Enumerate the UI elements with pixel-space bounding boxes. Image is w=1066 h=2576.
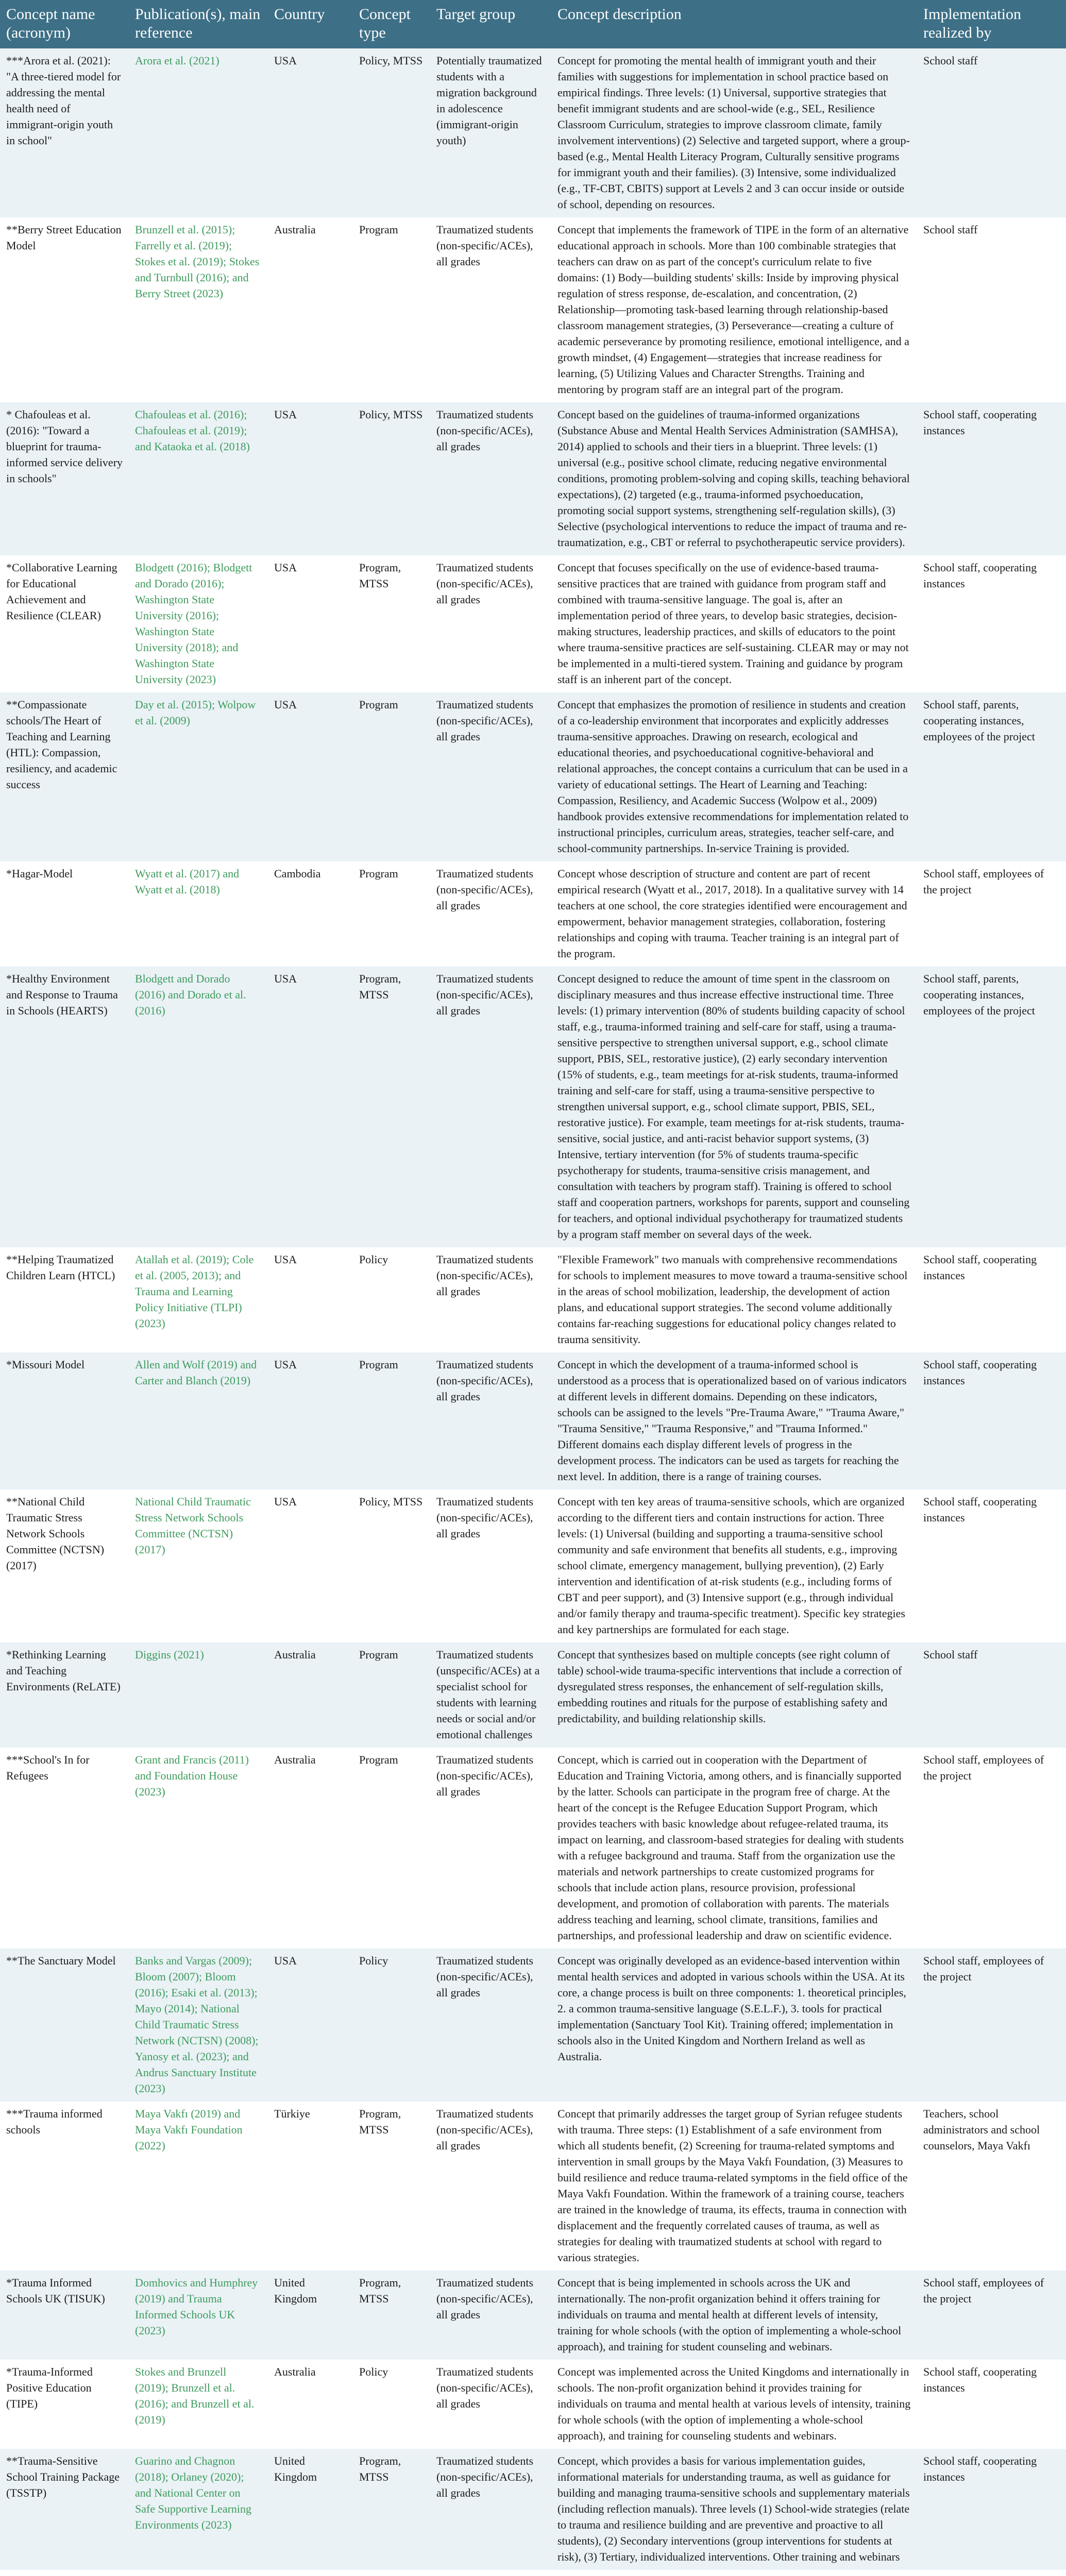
header-country: Country (268, 0, 353, 48)
implementation-cell: School staff, cooperating instances (917, 2360, 1066, 2449)
concept-name-cell: **Helping Traumatized Children Learn (HTCL) (0, 1247, 129, 1352)
implementation-cell: Teachers, school administrators and school counselors, Maya Vakfı (917, 2102, 1066, 2270)
concept-description-cell: Concept that emphasizes the promotion of resilience in students and creation of a co-leadership environment that incorporates and explicitly addresses trauma-sensitive approaches. Drawing on research, ecological and educational theories, and psychoeducational cognitive-behavioral and relational approaches, the concept contains a curriculum that can be used in a variety of educational settings. The Heart of Learning and Teaching: Compassion, Resiliency, and Academic Success (Wolpow et al., 2009) handbook provides extensive recommendations for implementation related to instructional principles, curriculum areas, strategies, teacher self-care, and school-community partnerships. In-service Training is provided. (551, 692, 917, 861)
concept-type-cell: Program (353, 217, 430, 402)
table-row (0, 1352, 1066, 1489)
country-cell: USA (268, 1352, 353, 1489)
country-cell: USA (268, 967, 353, 1247)
reference-cell: Wyatt et al. (2017) and Wyatt et al. (2018) (129, 861, 268, 967)
country-cell: Australia (268, 1748, 353, 1948)
concept-type-cell: Program, MTSS (353, 2102, 430, 2270)
concept-name-cell: *Trauma-Informed Positive Education (TIPE) (0, 2360, 129, 2449)
implementation-cell: School staff, employees of the project (917, 1748, 1066, 1948)
concept-name-cell: * Chafouleas et al. (2016): "Toward a blueprint for trauma-informed service delivery in schools" (0, 402, 129, 555)
reference-cell: Atallah et al. (2019); Cole et al. (2005, 2013); and Trauma and Learning Policy Initiative (TLPI) (2023) (129, 1247, 268, 1352)
target-group-cell: Traumatized students (non-specific/ACEs), all grades (430, 1352, 551, 1489)
concept-description-cell: Concept in which the development of a trauma-informed school is understood as a process that is operationalized based on of various indicators at different levels in different domains. Depending on these indicators, schools can be assigned to the levels "Pre-Trauma Aware," "Trauma Aware," "Trauma Sensitive," "Trauma Responsive," and "Trauma Informed." Different domains each display different levels of progress in the development process. The indicators can be used as targets for reaching the next level. In addition, there is a range of training courses. (551, 1352, 917, 1489)
target-group-cell: Traumatized students (non-specific/ACEs), all grades (430, 1748, 551, 1948)
country-cell: Australia (268, 1642, 353, 1748)
implementation-cell: School staff, cooperating instances (917, 402, 1066, 555)
implementation-cell: School staff, cooperating instances (917, 555, 1066, 692)
concept-name-cell: ***Arora et al. (2021): "A three-tiered model for addressing the mental health need of immigrant-origin youth in school" (0, 48, 129, 217)
reference-cell: National Child Traumatic Stress Network Schools Committee (NCTSN) (2017) (129, 1489, 268, 1642)
target-group-cell: Traumatized students (non-specific/ACEs), all grades (430, 861, 551, 967)
concept-description-cell: Concept based on the guidelines of trauma-informed organizations (Substance Abuse and Mental Health Services Administration (SAMHSA), 2014) applied to schools and their tiers in a blueprint. Three levels: (1) universal (e.g., positive school climate, reducing negative environmental conditions, promoting problem-solving and coping skills, teaching behavioral expectations), (2) targeted (e.g., trauma-informed psychoeducation, promoting social support systems, strengthening self-regulation skills), (3) Selective (psychological interventions to reduce the impact of trauma and re-traumatization, e.g., CBT or referral to psychotherapeutic service providers). (551, 402, 917, 555)
implementation-cell: School staff (917, 48, 1066, 217)
concept-description-cell: Concept, which provides a basis for various implementation guides, informational materials for understanding trauma, as well as guidance for building and managing trauma-sensitive schools and supplementary materials (including reflection manuals). Three levels (1) School-wide strategies (relate to trauma and resilience building and are preventive and proactive to all students), (2) Secondary interventions (group interventions for students at risk), (3) Tertiary, individualized interventions. Other training and webinars (551, 2449, 917, 2570)
table-header (0, 0, 1066, 48)
country-cell: USA (268, 1247, 353, 1352)
concept-description-cell: Concept that synthesizes based on multiple concepts (see right column of table) school-wide trauma-specific interventions that include a correction of dysregulated stress responses, the enhancement of self-regulation skills, embedding routines and rituals for the purpose of establishing safety and predictability, and building relationship skills. (551, 1642, 917, 1748)
concept-name-cell: **Berry Street Education Model (0, 217, 129, 402)
table-row (0, 861, 1066, 967)
concept-name-cell: *Rethinking Learning and Teaching Environments (ReLATE) (0, 1642, 129, 1748)
implementation-cell: School staff, cooperating instances (917, 1352, 1066, 1489)
table-row (0, 2360, 1066, 2449)
reference-cell: Stokes and Brunzell (2019); Brunzell et al. (2016); and Brunzell et al. (2019) (129, 2360, 268, 2449)
concept-name-cell: *Trauma Informed Schools UK (TISUK) (0, 2270, 129, 2360)
reference-cell: Arora et al. (2021) (129, 48, 268, 217)
table-body (0, 48, 1066, 2570)
concept-description-cell: Concept that focuses specifically on the use of evidence-based trauma-sensitive practices that are trained with guidance from program staff and combined with trauma-sensitive language. The goal is, after an implementation period of three years, to develop basic strategies, decision-making structures, leadership practices, and skills of educators to the point where trauma-sensitive practices are self-sustaining. CLEAR may or may not be implemented in a multi-tiered system. Training and guidance by program staff is an inherent part of the concept. (551, 555, 917, 692)
reference-cell: Grant and Francis (2011) and Foundation House (2023) (129, 1748, 268, 1948)
country-cell: Türkiye (268, 2102, 353, 2270)
reference-cell: Chafouleas et al. (2016); Chafouleas et al. (2019); and Kataoka et al. (2018) (129, 402, 268, 555)
table-row (0, 2449, 1066, 2570)
table-row (0, 217, 1066, 402)
concept-name-cell: **The Sanctuary Model (0, 1948, 129, 2102)
header-concept-type: Concept type (353, 0, 430, 48)
reference-cell: Blodgett (2016); Blodgett and Dorado (2016); Washington State University (2016); Washington State University (2018); and Washington State University (2023) (129, 555, 268, 692)
header-implementation: Implementation realized by (917, 0, 1066, 48)
concept-type-cell: Program (353, 861, 430, 967)
concept-type-cell: Policy (353, 2360, 430, 2449)
concept-type-cell: Policy, MTSS (353, 1489, 430, 1642)
concept-type-cell: Program (353, 692, 430, 861)
implementation-cell: School staff (917, 217, 1066, 402)
concept-name-cell: **Trauma-Sensitive School Training Package (TSSTP) (0, 2449, 129, 2570)
table-row (0, 692, 1066, 861)
country-cell: USA (268, 48, 353, 217)
table-row (0, 2102, 1066, 2270)
country-cell: United Kingdom (268, 2270, 353, 2360)
target-group-cell: Potentially traumatized students with a migration background in adolescence (immigrant-origin youth) (430, 48, 551, 217)
concept-type-cell: Program, MTSS (353, 2270, 430, 2360)
header-concept-description: Concept description (551, 0, 917, 48)
country-cell: USA (268, 1948, 353, 2102)
concept-type-cell: Policy (353, 1247, 430, 1352)
implementation-cell: School staff, parents, cooperating instances, employees of the project (917, 692, 1066, 861)
concept-type-cell: Policy, MTSS (353, 48, 430, 217)
target-group-cell: Traumatized students (unspecific/ACEs) at a specialist school for students with learning needs or social and/or emotional challenges (430, 1642, 551, 1748)
target-group-cell: Traumatized students (non-specific/ACEs), all grades (430, 2449, 551, 2570)
concept-description-cell: Concept was originally developed as an evidence-based intervention within mental health services and adopted in various schools within the USA. At its core, a change process is built on three components: 1. theoretical principles, 2. a common trauma-sensitive language (S.E.L.F.), 3. tools for practical implementation (Sanctuary Tool Kit). Training offered; implementation in schools also in the United Kingdom and Northern Ireland as well as Australia. (551, 1948, 917, 2102)
implementation-cell: School staff, cooperating instances (917, 1489, 1066, 1642)
reference-cell: Domhovics and Humphrey (2019) and Trauma Informed Schools UK (2023) (129, 2270, 268, 2360)
table-row (0, 967, 1066, 1247)
implementation-cell: School staff, cooperating instances (917, 1247, 1066, 1352)
target-group-cell: Traumatized students (non-specific/ACEs), all grades (430, 967, 551, 1247)
implementation-cell: School staff, cooperating instances (917, 2449, 1066, 2570)
target-group-cell: Traumatized students (non-specific/ACEs), all grades (430, 1489, 551, 1642)
table-row (0, 1489, 1066, 1642)
header-concept-name: Concept name (acronym) (0, 0, 129, 48)
concept-name-cell: *Hagar-Model (0, 861, 129, 967)
concept-description-cell: Concept, which is carried out in cooperation with the Department of Education and Training Victoria, among others, and is financially supported by the latter. Schools can participate in the program free of charge. At the heart of the concept is the Refugee Education Support Program, which provides teachers with basic knowledge about refugee-related trauma, its impact on learning, and classroom-based strategies for dealing with students with a refugee background and trauma. Staff from the organization use the materials and network partnerships to create customized programs for schools that include action plans, resource provision, professional development, and promotion of collaboration with parents. The materials address teaching and learning, school climate, transitions, families and partnerships, and professional leadership and draw on scientific evidence. (551, 1748, 917, 1948)
reference-cell: Diggins (2021) (129, 1642, 268, 1748)
target-group-cell: Traumatized students (non-specific/ACEs), all grades (430, 2102, 551, 2270)
header-publications: Publication(s), main reference (129, 0, 268, 48)
implementation-cell: School staff, employees of the project (917, 1948, 1066, 2102)
concept-description-cell: Concept that implements the framework of TIPE in the form of an alternative educational approach in schools. More than 100 combinable strategies that teachers can draw on as part of the concept's curriculum relate to five domains: (1) Body—building students' skills: Inside by improving physical regulation of stress response, de-escalation, and concentration, (2) Relationship—promoting task-based learning through relationship-based classroom management strategies, (3) Perseverance—creating a culture of academic perseverance by promoting resilience, emotional intelligence, and a growth mindset, (4) Engagement—strategies that increase readiness for learning, (5) Utilizing Values and Character Strengths. Training and mentoring by program staff are an integral part of the program. (551, 217, 917, 402)
target-group-cell: Traumatized students (non-specific/ACEs), all grades (430, 402, 551, 555)
concept-description-cell: Concept was implemented across the United Kingdoms and internationally in schools. The non-profit organization behind it provides training for individuals on trauma and mental health at various levels of intensity, training for whole schools (with the option of implementing a whole-school approach), and training for counseling students and webinars. (551, 2360, 917, 2449)
reference-cell: Blodgett and Dorado (2016) and Dorado et al. (2016) (129, 967, 268, 1247)
concept-name-cell: **Compassionate schools/The Heart of Teaching and Learning (HTL): Compassion, resiliency, and academic success (0, 692, 129, 861)
table-row (0, 1948, 1066, 2102)
reference-cell: Brunzell et al. (2015); Farrelly et al. (2019); Stokes et al. (2019); Stokes and Turnbull (2016); and Berry Street (2023) (129, 217, 268, 402)
concept-description-cell: Concept that is being implemented in schools across the UK and internationally. The non-profit organization behind it offers training for individuals on trauma and mental health at different levels of intensity, training for whole schools (with the option of implementing a whole-school approach), and training for student counseling and webinars. (551, 2270, 917, 2360)
concept-type-cell: Program (353, 1642, 430, 1748)
concept-name-cell: *Missouri Model (0, 1352, 129, 1489)
reference-cell: Allen and Wolf (2019) and Carter and Blanch (2019) (129, 1352, 268, 1489)
concept-name-cell: ***School's In for Refugees (0, 1748, 129, 1948)
concept-type-cell: Policy (353, 1948, 430, 2102)
header-row (0, 0, 1066, 48)
country-cell: USA (268, 402, 353, 555)
country-cell: USA (268, 555, 353, 692)
reference-cell: Day et al. (2015); Wolpow et al. (2009) (129, 692, 268, 861)
target-group-cell: Traumatized students (non-specific/ACEs), all grades (430, 555, 551, 692)
target-group-cell: Traumatized students (non-specific/ACEs), all grades (430, 692, 551, 861)
concept-name-cell: *Collaborative Learning for Educational Achievement and Resilience (CLEAR) (0, 555, 129, 692)
table-row (0, 1247, 1066, 1352)
reference-cell: Banks and Vargas (2009); Bloom (2007); Bloom (2016); Esaki et al. (2013); Mayo (2014); National Child Traumatic Stress Network (NCTSN) (2008); Yanosy et al. (2023); and Andrus Sanctuary Institute (2023) (129, 1948, 268, 2102)
concept-description-cell: Concept with ten key areas of trauma-sensitive schools, which are organized according to the different tiers and contain instructions for action. Three levels: (1) Universal (building and supporting a trauma-sensitive school community and safe environment that benefits all students, e.g., improving school climate, emergency management, bullying prevention), (2) Early intervention and identification of at-risk students (e.g., including forms of CBT and peer support), and (3) Intensive support (e.g., through individual and/or family therapy and trauma-specific treatment). Specific key strategies and key partnerships are formulated for each stage. (551, 1489, 917, 1642)
concept-type-cell: Program, MTSS (353, 555, 430, 692)
table-row (0, 2270, 1066, 2360)
table-row (0, 1642, 1066, 1748)
table-row (0, 402, 1066, 555)
implementation-cell: School staff, parents, cooperating instances, employees of the project (917, 967, 1066, 1247)
country-cell: Australia (268, 217, 353, 402)
table-row (0, 48, 1066, 217)
header-target-group: Target group (430, 0, 551, 48)
table-row (0, 555, 1066, 692)
country-cell: United Kingdom (268, 2449, 353, 2570)
target-group-cell: Traumatized students (non-specific/ACEs), all grades (430, 2360, 551, 2449)
target-group-cell: Traumatized students (non-specific/ACEs), all grades (430, 217, 551, 402)
implementation-cell: School staff (917, 1642, 1066, 1748)
implementation-cell: School staff, employees of the project (917, 2270, 1066, 2360)
concept-description-cell: Concept designed to reduce the amount of time spent in the classroom on disciplinary measures and thus increase effective instructional time. Three levels: (1) primary intervention (80% of students building capacity of school staff, e.g., trauma-informed training and self-care for staff, using a trauma-sensitive perspective to strengthen universal support, e.g., school climate support, PBIS, SEL, restorative justice), (2) early secondary intervention (15% of students, e.g., team meetings for at-risk students, trauma-informed training and self-care for staff, using a trauma-sensitive perspective to strengthen universal support, e.g., school climate support, PBIS, SEL, restorative justice). For example, team meetings for at-risk students, trauma-sensitive, social justice, and anti-racist behavior support systems, (3) Intensive, tertiary intervention (for 5% of students trauma-specific psychotherapy for students, trauma-sensitive crisis management, and consultation with teachers by program staff). Training is offered to school staff and cooperation partners, workshops for parents, support and counseling for teachers, and optional individual psychotherapy for traumatized students by a program staff member on several days of the week. (551, 967, 917, 1247)
target-group-cell: Traumatized students (non-specific/ACEs), all grades (430, 1948, 551, 2102)
country-cell: Australia (268, 2360, 353, 2449)
concept-description-cell: Concept that primarily addresses the target group of Syrian refugee students with trauma. Three steps: (1) Establishment of a safe environment from which all students benefit, (2) Screening for trauma-related symptoms and intervention in small groups by the Maya Vakfı Foundation, (3) Measures to build resilience and reduce trauma-related symptoms in the field office of the Maya Vakfı Foundation. Within the framework of a training course, teachers are trained in the knowledge of trauma, its effects, trauma in connection with displacement and the frequently correlated causes of trauma, as well as strategies for dealing with traumatized students at school with regard to various strategies. (551, 2102, 917, 2270)
concept-description-cell: "Flexible Framework" two manuals with comprehensive recommendations for schools to implement measures to move toward a trauma-sensitive school in the areas of school mobilization, leadership, the development of action plans, and educational support strategies. The second volume additionally contains far-reaching suggestions for educational policy changes related to trauma sensitivity. (551, 1247, 917, 1352)
implementation-cell: School staff, employees of the project (917, 861, 1066, 967)
concept-type-cell: Policy, MTSS (353, 402, 430, 555)
concept-type-cell: Program, MTSS (353, 2449, 430, 2570)
concept-name-cell: ***Trauma informed schools (0, 2102, 129, 2270)
country-cell: USA (268, 1489, 353, 1642)
table-row (0, 1748, 1066, 1948)
concept-type-cell: Program (353, 1352, 430, 1489)
country-cell: USA (268, 692, 353, 861)
target-group-cell: Traumatized students (non-specific/ACEs), all grades (430, 2270, 551, 2360)
concept-name-cell: *Healthy Environment and Response to Trauma in Schools (HEARTS) (0, 967, 129, 1247)
target-group-cell: Traumatized students (non-specific/ACEs), all grades (430, 1247, 551, 1352)
concept-type-cell: Program, MTSS (353, 967, 430, 1247)
concept-type-cell: Program (353, 1748, 430, 1948)
reference-cell: Guarino and Chagnon (2018); Orlaney (2020); and National Center on Safe Supportive Learning Environments (2023) (129, 2449, 268, 2570)
table-footnote (0, 2570, 1066, 2576)
concept-name-cell: **National Child Traumatic Stress Network Schools Committee (NCTSN) (2017) (0, 1489, 129, 1642)
concept-description-cell: Concept whose description of structure and content are part of recent empirical research (Wyatt et al., 2017, 2018). In a qualitative survey with 14 teachers at one school, the core strategies identified were encouragement and empowerment, behavior management strategies, collaboration, fostering relationships and coping with trauma. Teacher training is an integral part of the program. (551, 861, 917, 967)
country-cell: Cambodia (268, 861, 353, 967)
reference-cell: Maya Vakfı (2019) and Maya Vakfı Foundation (2022) (129, 2102, 268, 2270)
concept-description-cell: Concept for promoting the mental health of immigrant youth and their families with suggestions for implementation in school practice based on empirical findings. Three levels: (1) Universal, supportive strategies that benefit immigrant students and are school-wide (e.g., SEL, Resilience Classroom Curriculum, strategies to improve classroom climate, family involvement interventions) (2) Selective and targeted support, where a group-based (e.g., Mental Health Literacy Program, Culturally sensitive programs for immigrant youth and their families). (3) Intensive, some individualized (e.g., TF-CBT, CBITS) support at Levels 2 and 3 can occur inside or outside of school, depending on resources. (551, 48, 917, 217)
